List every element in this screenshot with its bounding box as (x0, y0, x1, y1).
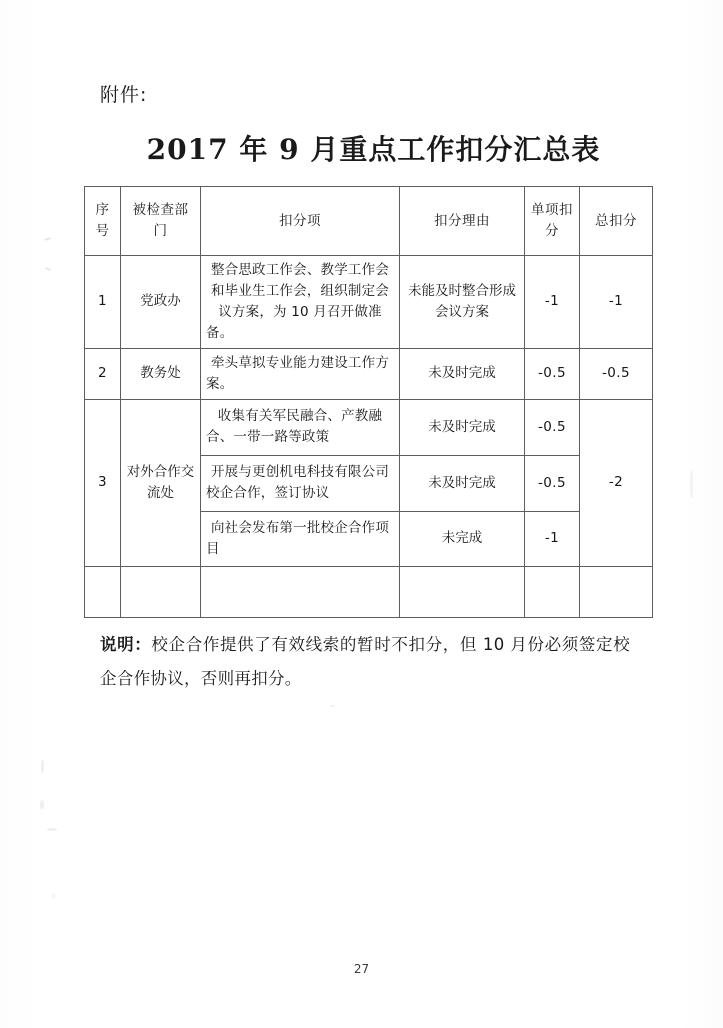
cell-item: 向社会发布第一批校企合作项目 (201, 511, 400, 566)
note-paragraph (100, 628, 630, 696)
scan-artifact (40, 800, 44, 809)
note-prefix: 说明： (100, 635, 152, 654)
cell-total: -2 (580, 399, 653, 566)
table-row (85, 348, 653, 399)
cell-item: 收集有关军民融合、产教融合、一带一路等政策 (201, 399, 400, 455)
cell-seq: 1 (85, 256, 121, 349)
cell-dept: 对外合作交流处 (121, 399, 201, 566)
scan-artifact (690, 470, 693, 498)
cell-reason: 未及时完成 (400, 399, 525, 455)
cell-single (525, 566, 580, 617)
cell-seq: 3 (85, 399, 121, 566)
column-header-single: 单项扣分 (525, 187, 580, 256)
cell-seq: 2 (85, 348, 121, 399)
scan-artifact (41, 760, 44, 773)
table-row (85, 399, 653, 455)
column-header-item: 扣分项 (201, 187, 400, 256)
cell-dept: 教务处 (121, 348, 201, 399)
cell-single: -1 (525, 511, 580, 566)
cell-item (201, 566, 400, 617)
attachment-label: 附件: (100, 84, 148, 106)
cell-total: -0.5 (580, 348, 653, 399)
cell-reason: 未完成 (400, 511, 525, 566)
page-number: 27 (353, 962, 370, 976)
cell-total (580, 566, 653, 617)
table-header-row (85, 187, 653, 256)
scan-artifact (47, 828, 57, 831)
cell-reason: 未能及时整合形成会议方案 (400, 256, 525, 349)
deduction-summary-table (84, 186, 653, 618)
column-header-total: 总扣分 (580, 187, 653, 256)
cell-single: -0.5 (525, 455, 580, 511)
cell-single: -1 (525, 256, 580, 349)
cell-total: -1 (580, 256, 653, 349)
cell-single: -0.5 (525, 348, 580, 399)
scan-artifact (52, 893, 55, 899)
column-header-dept: 被检查部门 (121, 187, 201, 256)
cell-reason (400, 566, 525, 617)
cell-single: -0.5 (525, 399, 580, 455)
page-title: 2017 年 9 月重点工作扣分汇总表 (146, 133, 601, 166)
cell-dept: 党政办 (121, 256, 201, 349)
note-text: 校企合作提供了有效线索的暂时不扣分，但 10 月份必须签定校企合作协议，否则再扣分。 (100, 635, 630, 688)
table-row (85, 256, 653, 349)
cell-item: 整合思政工作会、教学工作会和毕业生工作会，组织制定会议方案，为 10 月召开做准备。 (201, 256, 400, 349)
cell-seq (85, 566, 121, 617)
cell-item: 牵头草拟专业能力建设工作方案。 (201, 348, 400, 399)
column-header-reason: 扣分理由 (400, 187, 525, 256)
table-row-empty (85, 566, 653, 617)
cell-dept (121, 566, 201, 617)
column-header-seq: 序号 (85, 187, 121, 256)
scan-artifact (330, 705, 335, 707)
cell-item: 开展与更创机电科技有限公司校企合作，签订协议 (201, 455, 400, 511)
cell-reason: 未及时完成 (400, 348, 525, 399)
cell-reason: 未及时完成 (400, 455, 525, 511)
